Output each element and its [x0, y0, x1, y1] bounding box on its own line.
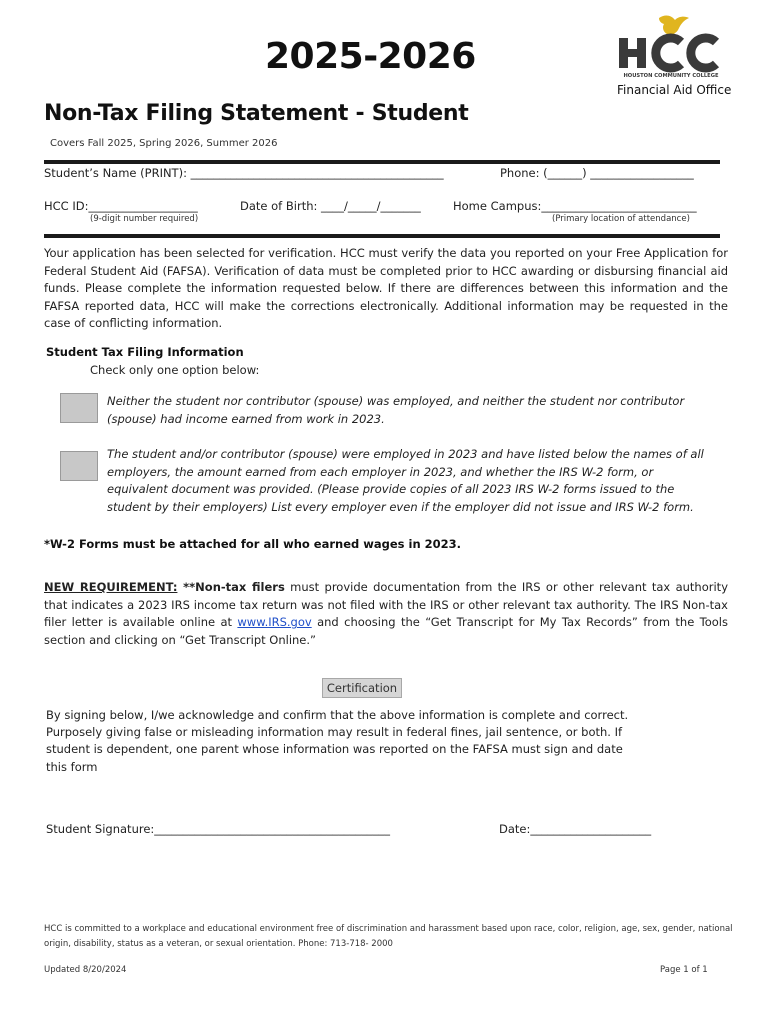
new-requirement-paragraph	[44, 579, 728, 649]
option-employed-text: The student and/or contributor (spouse) were employed in 2023 and have listed below the names of all employers, the amount earned from each employer in 2023, and whether the IRS W-2 form, or equivalent document was provided. (Please provide copies of all 2023 IRS W-2 forms issued to the student by their employers) List every employer even if the employer did not issue and IRS W-2 form.	[107, 447, 704, 515]
certification-heading: Certification	[322, 678, 402, 698]
requirement-text-1: must provide documentation from the IRS or other relevant tax authority that indicates a 2023 IRS income tax return was not filed with the IRS or other relevant tax authority. The IRS Non-tax filer letter is available online at	[44, 580, 728, 630]
svg-text:HOUSTON COMMUNITY COLLEGE: HOUSTON COMMUNITY COLLEGE	[623, 73, 719, 79]
covers-terms: Covers Fall 2025, Spring 2026, Summer 2026	[50, 138, 278, 149]
student-name-field[interactable]: Student’s Name (PRINT): ____________________________________________	[44, 166, 444, 180]
irs-link[interactable]: www.IRS.gov	[237, 615, 312, 630]
requirement-label: NEW REQUIREMENT:	[44, 580, 178, 594]
page-title: Non-Tax Filing Statement - Student	[44, 101, 469, 126]
signature-date-field[interactable]: Date:_____________________	[499, 822, 652, 836]
option-not-employed-checkbox[interactable]	[60, 393, 98, 423]
mid-divider	[44, 234, 720, 238]
dob-field[interactable]: Date of Birth: ____/_____/_______	[240, 199, 421, 213]
option-not-employed-text: Neither the student nor contributor (spouse) was employed, and neither the student nor contributor (spouse) had income earned from work in 2023.	[107, 394, 685, 426]
top-divider	[44, 160, 720, 164]
updated-date: Updated 8/20/2024	[44, 965, 127, 975]
option-employed-checkbox[interactable]	[60, 451, 98, 481]
office-name: Financial Aid Office	[617, 83, 732, 97]
home-campus-field[interactable]: Home Campus:___________________________	[453, 199, 697, 213]
nondiscrimination-statement: HCC is committed to a workplace and educational environment free of discrimination and harassment based upon race, color, religion, age, sex, gender, national origin, disability, status as a veteran, or sexual orientation. Phone: 713-718- 2000	[44, 924, 733, 949]
hcc-id-field[interactable]: HCC ID:___________________	[44, 199, 198, 213]
w2-note: *W-2 Forms must be attached for all who earned wages in 2023.	[44, 537, 462, 551]
tax-section-heading: Student Tax Filing Information	[46, 345, 244, 359]
home-campus-hint: (Primary location of attendance)	[552, 214, 690, 224]
document-year: 2025-2026	[265, 36, 476, 77]
requirement-bold: **Non-tax filers	[177, 580, 285, 594]
hcc-logo	[615, 12, 727, 86]
phone-field[interactable]: Phone: (______) __________________	[500, 166, 694, 180]
page-number: Page 1 of 1	[660, 965, 708, 975]
tax-section-instruction: Check only one option below:	[90, 363, 260, 377]
certification-text: By signing below, I/we acknowledge and confirm that the above information is complete and correct. Purposely giving false or misleading information may result in federal fines, jail sentence, or both. If student is dependent, one parent whose information was reported on the FAFSA must sign and date this form	[46, 708, 629, 774]
student-signature-field[interactable]: Student Signature:_________________________________________	[46, 822, 391, 836]
intro-paragraph: Your application has been selected for verification. HCC must verify the data you reported on your Free Application for Federal Student Aid (FAFSA). Verification of data must be completed prior to HCC awarding or disbursing financial aid funds. Please complete the information requested below. If there are differences between this information and the FAFSA reported data, HCC will make the corrections electronically. Additional information may be requested in the case of conflicting information.	[44, 246, 728, 331]
requirement-text-2: and choosing the “Get Transcript for My Tax Records” from the Tools section and clicking on “Get Transcript Online.”	[44, 615, 728, 647]
hcc-id-hint: (9-digit number required)	[90, 214, 199, 224]
